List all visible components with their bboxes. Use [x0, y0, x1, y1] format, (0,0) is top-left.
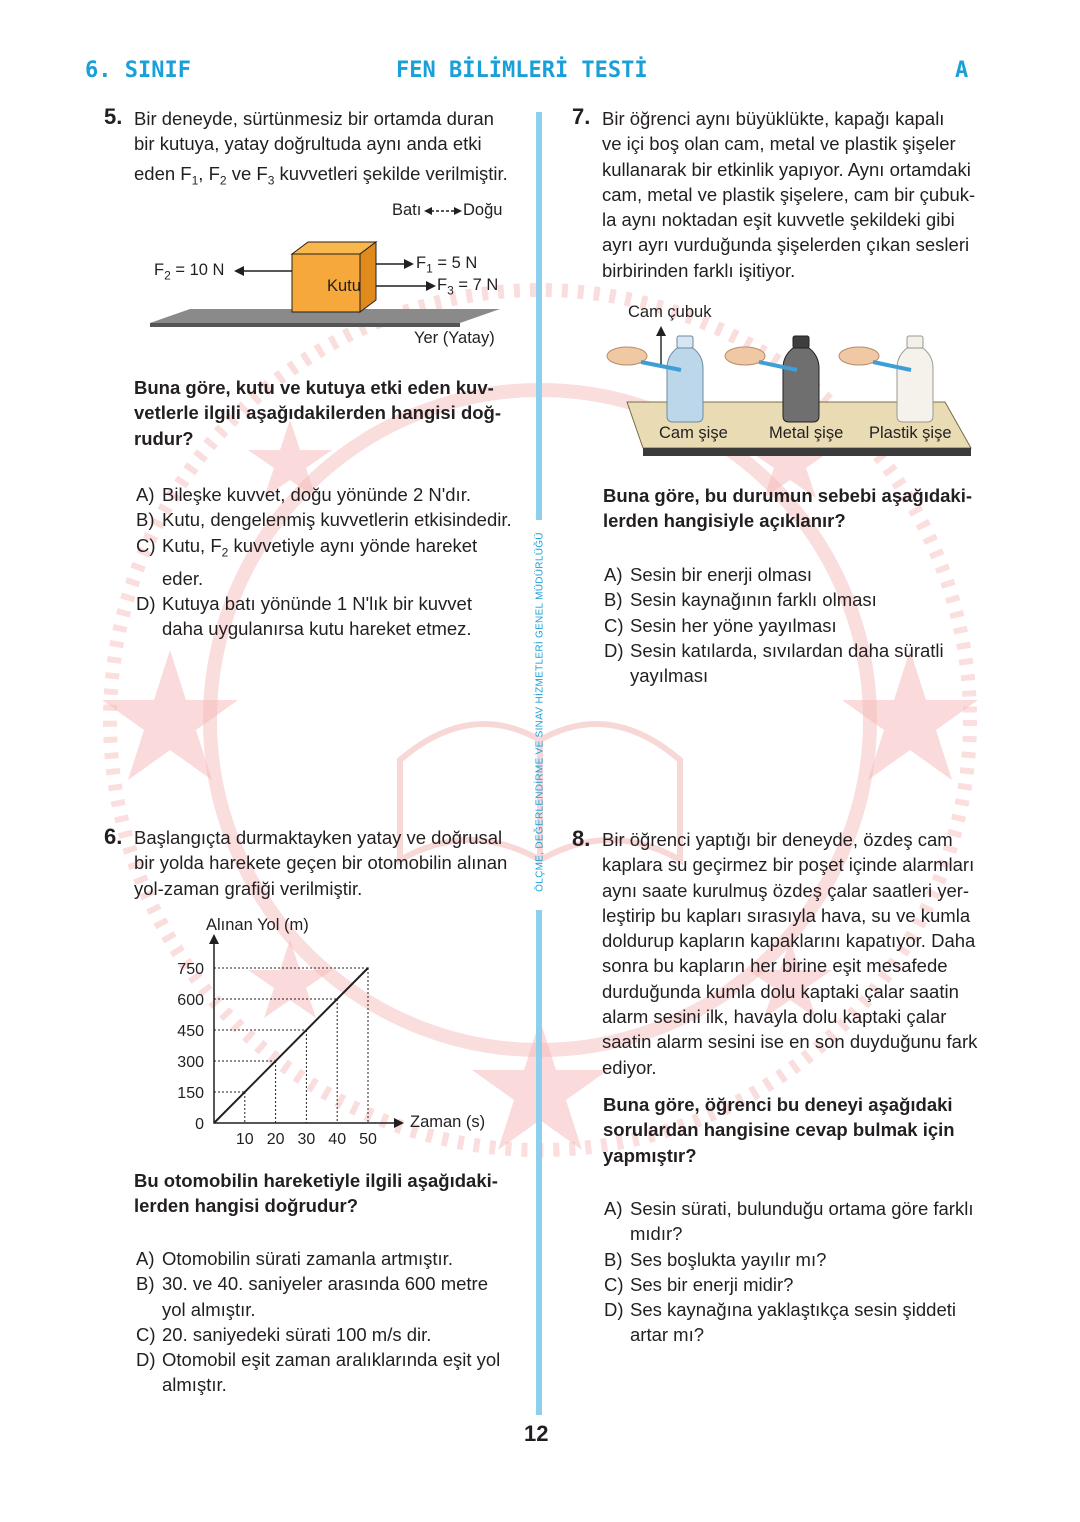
y-tick-label: 0	[195, 1116, 204, 1133]
q6-stem-line: yol-zaman grafiği verilmiştir.	[134, 877, 363, 899]
q5-prompt-line: Buna göre, kutu ve kutuya etki eden kuv-	[134, 377, 494, 398]
q7-stem-line: birbirinden farklı işitiyor.	[602, 259, 796, 281]
q8-number: 8.	[572, 826, 591, 851]
y-tick-label: 750	[177, 961, 204, 978]
x-tick-label: 30	[297, 1131, 316, 1148]
q6-option-d[interactable]: D) Otomobil eşit zaman aralıklarında eşit yol almıştır.	[136, 1349, 501, 1396]
q8-stem	[602, 827, 1012, 1080]
q8-stem-line: alarm sesini ilk, havayla dolu kaptaki çalar	[602, 1006, 947, 1028]
data-point	[244, 1091, 246, 1093]
chart-y-axis-label: Alınan Yol (m)	[206, 916, 309, 934]
q8-option-b[interactable]: B) Ses boşlukta yayılır mı?	[604, 1248, 827, 1270]
q8-option-c[interactable]: C) Ses bir enerji midir?	[604, 1273, 794, 1295]
grade-label: 6. SINIF	[85, 58, 191, 83]
q6-prompt	[134, 1168, 534, 1219]
data-point	[367, 967, 369, 969]
q8-stem-line: Bir öğrenci yaptığı bir deneyde, özdeş cam	[602, 829, 953, 850]
q8-stem-line: kaplara su geçirmez bir poşet içinde alarmları	[602, 854, 975, 876]
q5-number: 5.	[104, 104, 123, 129]
q5-option-b[interactable]: B) Kutu, dengelenmiş kuvvetlerin etkisindedir.	[136, 509, 512, 531]
q8-options	[604, 1196, 1014, 1348]
q6-options	[136, 1246, 536, 1398]
q8-stem-line: ediyor.	[602, 1056, 657, 1078]
metal-bottle-label: Metal şişe	[769, 424, 844, 442]
q7-stem-line: ve içi boş olan cam, metal ve plastik şişeler	[602, 133, 956, 155]
y-tick-label: 600	[177, 992, 204, 1009]
q7-stem	[602, 106, 1012, 283]
q6-prompt-line: Bu otomobilin hareketiyle ilgili aşağıdaki-	[134, 1170, 498, 1191]
data-point	[306, 1029, 308, 1031]
booklet-letter: A	[955, 58, 969, 83]
west-label: Batı	[392, 201, 422, 219]
q7-number: 7.	[572, 104, 591, 129]
q8-stem-line: durduğunda kumla dolu kaptaki çalar saatin	[602, 980, 959, 1002]
q7-options	[604, 562, 1014, 688]
y-tick-label: 450	[177, 1023, 204, 1040]
q7-option-c[interactable]: C) Sesin her yöne yayılması	[604, 614, 837, 636]
q5-option-d[interactable]: D) Kutuya batı yönünde 1 N'lık bir kuvvet daha uygulanırsa kutu hareket etmez.	[136, 592, 472, 640]
q6-stem-line: bir yolda harekete geçen bir otomobilin alınan	[134, 852, 508, 874]
glass-bottle-label: Cam şişe	[659, 424, 728, 442]
x-tick-label: 50	[359, 1131, 377, 1148]
q6-option-b[interactable]: B) 30. ve 40. saniyeler arasında 600 metre yol almıştır.	[136, 1273, 488, 1320]
q8-stem-line: saatin alarm sesini ise en son duyduğunu fark	[602, 1031, 978, 1053]
q7-option-d[interactable]: D) Sesin katılarda, sıvılardan daha süratli yayılması	[604, 639, 944, 687]
test-title: FEN BİLİMLERİ TESTİ	[396, 58, 648, 83]
q5-prompt	[134, 375, 534, 451]
series-line	[214, 968, 368, 1123]
ground-label: Yer (Yatay)	[414, 329, 495, 347]
rod-label: Cam çubuk	[628, 303, 712, 321]
east-label: Doğu	[463, 201, 503, 219]
q7-stem-line: Bir öğrenci aynı büyüklükte, kapağı kapalı	[602, 108, 945, 129]
q7-bottles-figure	[605, 298, 975, 463]
q8-stem-line: leştirip bu kapları sırasıyla hava, su ve kumla	[602, 904, 971, 926]
q6-option-a[interactable]: A) Otomobilin sürati zamanla artmıştır.	[136, 1248, 453, 1269]
q7-stem-line: kullanarak bir etkinlik yapıyor. Aynı ortamdaki	[602, 158, 971, 180]
q5-option-a[interactable]: A) Bileşke kuvvet, doğu yönünde 2 N'dır.	[136, 484, 471, 505]
y-tick-label: 300	[177, 1054, 204, 1071]
q6-stem	[134, 825, 534, 901]
q5-prompt-line: rudur?	[134, 427, 194, 449]
q5-stem	[134, 106, 534, 194]
q8-option-a[interactable]: A) Sesin sürati, bulunduğu ortama göre farklı mıdır?	[604, 1198, 974, 1245]
q6-number: 6.	[104, 824, 123, 849]
q8-prompt-line: sorulardan hangisine cevap bulmak için	[603, 1119, 955, 1141]
q5-stem-line: eden $F_1$, $F_2$ ve $F_3$ kuvvetleri şekilde verilmiştir.	[134, 162, 508, 188]
q7-option-b[interactable]: B) Sesin kaynağının farklı olması	[604, 589, 877, 611]
data-point	[275, 1060, 277, 1062]
q8-stem-line: sonra bu kapların her birine eşit mesafede	[602, 955, 948, 977]
q7-stem-line: la aynı noktadan eşit kuvvetle şekildeki gibi	[602, 209, 955, 231]
q5-force-diagram	[150, 196, 530, 356]
q7-option-a[interactable]: A) Sesin bir enerji olması	[604, 564, 812, 585]
watermark-org-text: ÖLÇME, DEĞERLENDİRME VE SINAV HİZMETLERİ GENEL MÜDÜRLÜĞÜ	[534, 532, 546, 892]
q7-prompt-line: lerden hangisiyle açıklanır?	[603, 510, 846, 532]
f3-label: $F_3 = 7$ N	[437, 276, 499, 298]
q8-stem-line: aynı saate kurulmuş özdeş çalar saatleri yer-	[602, 879, 970, 901]
q6-distance-time-chart	[160, 910, 520, 1150]
q6-option-c[interactable]: C) 20. saniyedeki sürati 100 m/s dir.	[136, 1323, 432, 1345]
column-divider-top	[536, 112, 542, 520]
data-point	[213, 1122, 215, 1124]
f2-label: $F_2 = 10$ N	[154, 261, 225, 283]
q8-stem-line: doldurup kapların kapaklarını kapatıyor. Daha	[602, 930, 976, 952]
chart-x-axis-label: Zaman (s)	[410, 1113, 486, 1131]
x-tick-label: 10	[235, 1131, 254, 1148]
page-number: 12	[524, 1421, 549, 1446]
q5-stem-line: bir kutuya, yatay doğrultuda aynı anda etki	[134, 133, 482, 155]
q8-prompt-line: Buna göre, öğrenci bu deneyi aşağıdaki	[603, 1094, 953, 1115]
x-tick-label: 40	[328, 1131, 347, 1148]
q8-option-d[interactable]: D) Ses kaynağına yaklaştıkça sesin şiddeti artar mı?	[604, 1299, 956, 1346]
q7-stem-line: ayrı ayrı vurduğunda şişelerden çıkan sesleri	[602, 234, 970, 256]
plastic-bottle-label: Plastik şişe	[869, 424, 952, 442]
column-divider-bottom	[536, 910, 542, 1415]
y-axis-arrow	[209, 934, 219, 944]
q8-prompt-line: yapmıştır?	[603, 1144, 697, 1166]
y-tick-label: 150	[177, 1085, 204, 1102]
q6-stem-line: Başlangıçta durmaktayken yatay ve doğrusal	[134, 827, 503, 848]
q5-option-c[interactable]: C) Kutu, $F_2$ kuvvetiyle aynı yönde hareket eder.	[136, 534, 478, 589]
q5-stem-line: Bir deneyde, sürtünmesiz bir ortamda duran	[134, 108, 494, 129]
q8-prompt	[603, 1092, 1013, 1168]
x-axis-arrow	[394, 1118, 404, 1128]
data-point	[336, 998, 338, 1000]
q7-prompt	[603, 483, 1013, 534]
box-label: Kutu	[327, 277, 361, 295]
x-tick-label: 20	[266, 1131, 285, 1148]
q5-options	[136, 482, 536, 641]
f1-label: $F_1 = 5$ N	[416, 254, 478, 276]
q6-prompt-line: lerden hangisi doğrudur?	[134, 1195, 359, 1217]
q7-prompt-line: Buna göre, bu durumun sebebi aşağıdaki-	[603, 485, 973, 506]
q7-stem-line: cam, metal ve plastik şişelere, cam bir çubuk-	[602, 183, 976, 205]
q5-prompt-line: vetlerle ilgili aşağıdakilerden hangisi doğ-	[134, 402, 502, 424]
